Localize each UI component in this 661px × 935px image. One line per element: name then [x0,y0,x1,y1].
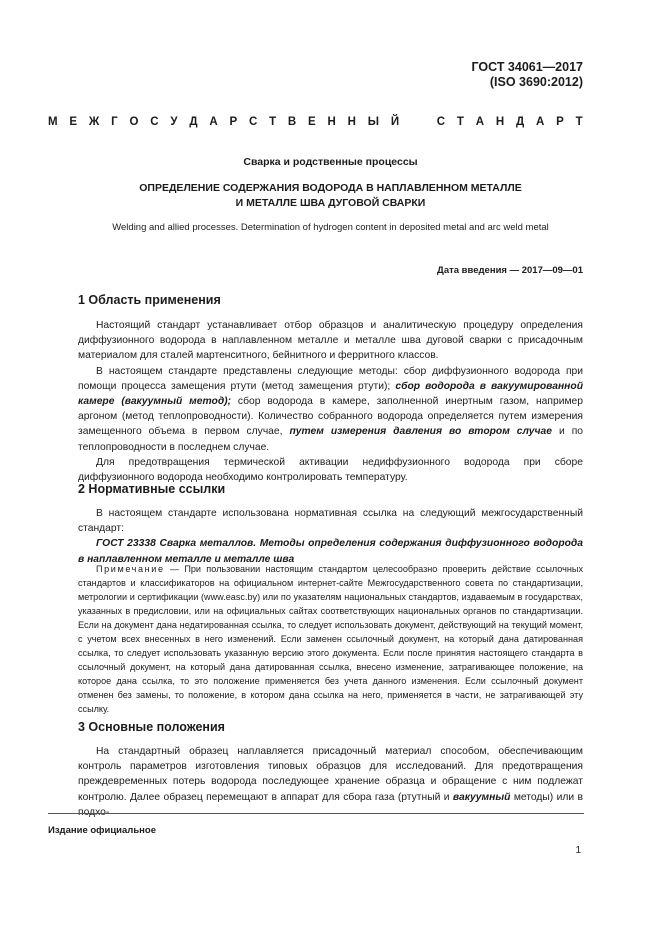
banner-letter: С [248,116,258,128]
banner-letter: У [170,116,178,128]
interstate-standard-banner [48,116,583,128]
section-2-paragraph-1: В настоящем стандарте использована нормативная ссылка на следующий межгосударственный стандарт: [78,508,583,535]
section-2-note [78,562,583,716]
section-3-paragraph-1 [78,744,583,820]
banner-letter: Н [495,116,505,128]
banner-word-gap [411,116,425,128]
section-3-heading: 3 Основные положения [78,720,225,734]
banner-letter: Д [189,116,198,128]
document-title [78,181,583,211]
banner-letter: Т [269,116,277,128]
s3-emphasis-vacuum: вакуумный [452,791,511,803]
footer-divider [48,813,584,814]
p2-emphasis-vacuum-method: сбор водорода в вакуумированной камере (вакуумный метод); [78,380,583,408]
standard-group-title: Сварка и родственные процессы [243,156,418,168]
banner-letter: В [287,116,297,128]
s3-text-c: методы) или в подхо- [78,791,583,818]
banner-letter: Е [308,116,316,128]
page-number: 1 [575,845,581,856]
banner-letter: Й [390,116,400,128]
english-title: Welding and allied processes. Determination of hydrogen content in deposited metal and arc weld metal [112,222,549,233]
p2-emphasis-pressure: путем измерения давления во втором случае [289,426,552,438]
standard-designation [471,60,583,90]
section-1-heading: 1 Область применения [78,293,221,307]
document-title-line1: ОПРЕДЕЛЕНИЕ СОДЕРЖАНИЯ ВОДОРОДА В НАПЛАВЛЕННОМ МЕТАЛЛЕ [139,182,522,194]
banner-letter: Н [347,116,356,128]
note-text: — При пользовании настоящим стандартом целесообразно проверить действие ссылочных стандартов и классификаторов на официальном интернет-сайте Межгосударственного совета по стандартизации, метрологии и сертификации (www.easc.by) или по указателям национальных стандартов, издаваемым в государствах, указанных в предисловии, или на официальных сайтах соответствующих национальных органов по стандартизации. Если на документ дана недатированная ссылка, то следует использовать документ, действующий на текущий момент, с учетом всех внесенных в него изменений. Если заменен ссылочный документ, на который дана датированная ссылка, то следует использовать указанную версию этого документа. Если после принятия настоящего стандарта в ссылочный документ, на который дана датированная ссылка, внесено изменение, затрагивающее положение, на которое дана ссылка, то это положение применяется без учета данного изменения. Если ссылочный документ отменен без замены, то положение, в котором дана ссылка на него, применяется в части, не затрагивающей эту ссылку. [78,564,583,714]
banner-letter: Р [229,116,238,128]
s3-text-a: На стандартный образец наплавляется присадочный материал способом, обеспечивающим контроль параметров изготовления типовых образцов для исследований. Для предотвращения преждевременных потерь водорода последующее хранение образца и обращение с ним подлежат контролю. Далее образец перемещают в аппарат для сбора газа (ртутный и [78,746,583,803]
section-1-paragraph-1: Настоящий стандарт устанавливает отбор образцов и аналитическую процедуру определения диффузионного водорода в наплавленном металле и металле шва дуговой сварки с присадочным материалом для сталей мартенситного, бейнитного и ферритного классов. [78,320,583,362]
section-1-paragraph-3: Для предотвращения термической активации недиффузионного водорода при сборе диффузионного водорода необходимо контролировать температуру. [78,456,583,484]
banner-letter: С [436,116,446,128]
banner-letter: Н [327,116,336,128]
banner-letter: А [209,116,218,128]
p2-text-e: и по теплопроводности в последнем случае. [78,426,583,453]
banner-letter: А [475,116,485,128]
banner-letter: Т [575,116,583,128]
banner-letter: Г [111,116,118,128]
iso-number: (ISO 3690:2012) [489,75,583,89]
banner-letter: О [129,116,139,128]
banner-letter: Е [69,116,78,128]
section-3-body [78,744,583,820]
official-edition-label: Издание официальное [48,825,156,836]
banner-letter: А [535,116,545,128]
effective-date: Дата введения — 2017—09—01 [437,265,583,276]
banner-letter: Р [556,116,564,128]
banner-letter: Т [456,116,464,128]
document-title-line2: И МЕТАЛЛЕ ШВА ДУГОВОЙ СВАРКИ [235,197,426,209]
banner-letter: Д [515,116,525,128]
section-2-heading: 2 Нормативные ссылки [78,482,226,496]
banner-letter: Ж [88,116,100,128]
section-1-paragraph-2 [78,364,583,455]
section-2-body [78,506,583,567]
section-1-body [78,318,583,485]
p2-text-a: В настоящем стандарте представлены следующие методы: сбор диффузионного водорода при помощи процесса замещения ртути (метод замещения ртути); [78,365,583,392]
standard-number: ГОСТ 34061—2017 [471,60,583,74]
p2-text-c: сбор водорода в камере, заполненной инертным газом, например аргоном (метод теплопроводности). Количество собранного водорода определяется путем измерения замещенного объема в первом случае, [78,396,583,438]
banner-letter: С [150,116,159,128]
note-label: Примечание [96,564,165,574]
normative-reference-gost-23338: ГОСТ 23338 Сварка металлов. Методы определения содержания диффузионного водорода в наплавленном металле и металле шва [78,538,583,565]
banner-letter: М [48,116,58,128]
banner-letter: Ы [367,116,380,128]
